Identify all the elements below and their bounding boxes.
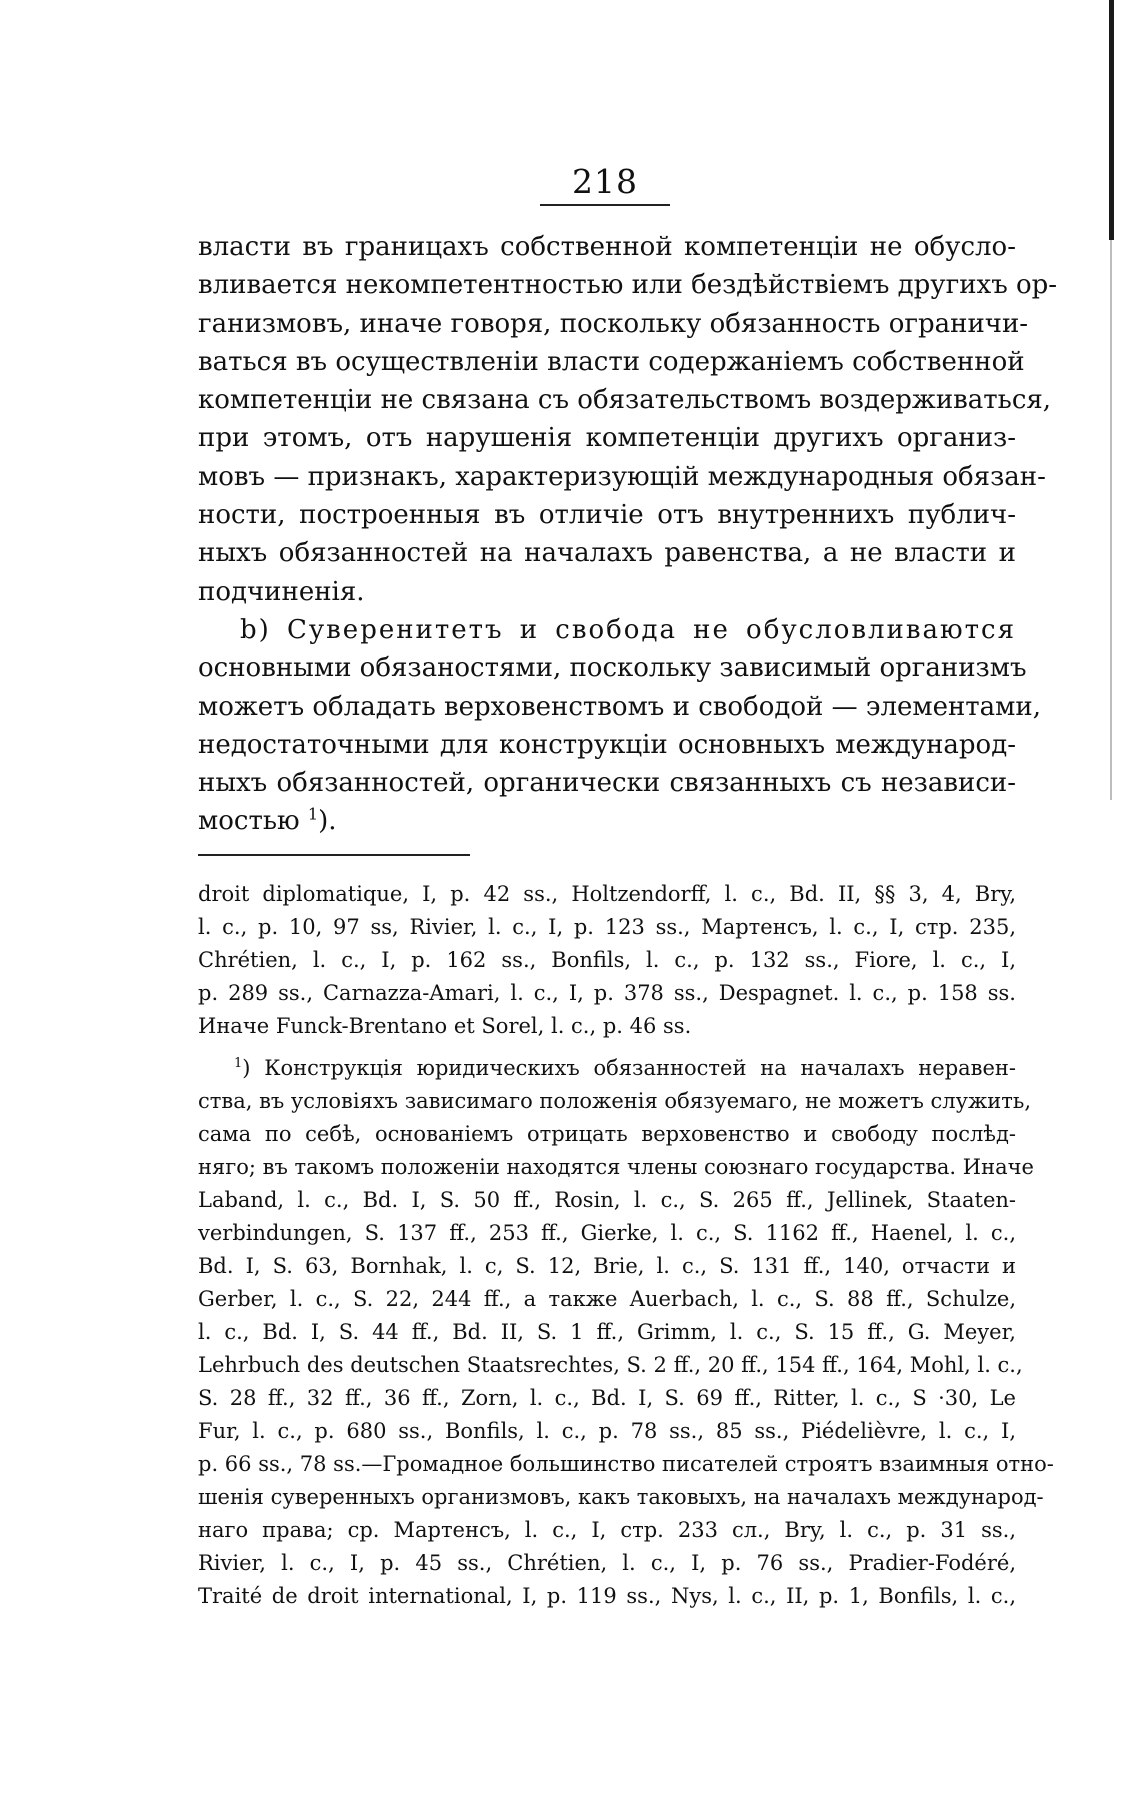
text-line: можетъ обладать верховенствомъ и свободой — элементами, [198,691,1041,722]
text-line-with-footnote-ref [198,802,1016,840]
text-line: вливается некомпетентностью или бездѣйствіемъ другихъ ор- [198,270,1058,301]
text-line: недостаточными для конструкціи основныхъ международ- [198,729,1016,760]
footnote-line: p. 289 ss., Carnazza-Amari, l. c., I, p. 378 ss., Despagnet. l. c., p. 158 ss. [198,981,1016,1005]
text-line: ныхъ обязанностей на началахъ равенства, а не власти и [198,538,1016,569]
footnote-line: сама по себѣ, основаніемъ отрицать верховенство и свободу послѣд- [198,1122,1016,1146]
footnote-gap [198,1043,1016,1052]
footnote-line: S. 28 ff., 32 ff., 36 ff., Zorn, l. c., Bd. I, S. 69 ff., Ritter, l. c., S ·30, Le [198,1386,1016,1410]
main-text [198,228,1058,841]
footnote-line: шенія суверенныхъ организмовъ, какъ таковыхъ, на началахъ международ- [198,1485,1044,1509]
page-edge-shadow [1109,0,1114,240]
footnotes [198,878,1054,1613]
footnote-line: Lehrbuch des deutschen Staatsrechtes, S. 2 ff., 20 ff., 154 ff., 164, Mohl, l. c., [198,1353,1023,1377]
footnote-line-with-marker [198,1052,1016,1085]
footnote-reference: 1 [307,804,319,824]
footnote-line: Traité de droit international, I, p. 119 ss., Nys, l. c., II, p. 1, Bonfils, l. c., [198,1584,1016,1608]
footnote-line: Bd. I, S. 63, Bornhak, l. c, S. 12, Brie, l. c., S. 131 ff., 140, отчасти и [198,1254,1016,1278]
text-line: ности, построенныя въ отличіе отъ внутреннихъ публич- [198,500,1016,531]
footnote-line: l. c., Bd. I, S. 44 ff., Bd. II, S. 1 ff., Grimm, l. c., S. 15 ff., G. Meyer, [198,1320,1016,1344]
footnote-line: l. c., p. 10, 97 ss, Rivier, l. c., I, p. 123 ss., Мартенсъ, l. c., I, стр. 235, [198,915,1016,939]
text-fragment: мостью [198,806,300,837]
text-line: подчиненія. [198,576,365,607]
footnote-line: droit diplomatique, I, p. 42 ss., Holtzendorff, l. c., Bd. II, §§ 3, 4, Bry, [198,882,1016,906]
text-line: b) Суверенитетъ и свобода не обусловливаются [240,614,1016,645]
text-line: компетенціи не связана съ обязательствомъ воздерживаться, [198,385,1052,416]
footnote-line: ства, въ условіяхъ зависимаго положенія обязуемаго, не можетъ служить, [198,1089,1032,1113]
text-line: при этомъ, отъ нарушенія компетенціи другихъ организ- [198,423,1016,454]
footnote-line: Rivier, l. c., I, p. 45 ss., Chrétien, l. c., I, p. 76 ss., Pradier-Fodéré, [198,1551,1016,1575]
footnote-line: Иначе Funck-Brentano et Sorel, l. c., p. 46 ss. [198,1014,692,1038]
text-line: ваться въ осуществленіи власти содержаніемъ собственной [198,346,1025,377]
text-line: власти въ границахъ собственной компетенціи не обусло- [198,232,1016,262]
text-line: мовъ — признакъ, характеризующій международныя обязан- [198,461,1046,492]
footnote-line: p. 66 ss., 78 ss.—Громадное большинство писателей строятъ взаимныя отно- [198,1452,1054,1476]
text-line: ныхъ обязанностей, органически связанныхъ съ независи- [198,768,1016,799]
footnote-line: няго; въ такомъ положеніи находятся члены союзнаго государства. Иначе [198,1155,1034,1179]
footnote-line: Gerber, l. c., S. 22, 244 ff., а также Auerbach, l. c., S. 88 ff., Schulze, [198,1287,1016,1311]
footnote-separator [198,854,470,856]
text-fragment: ). [318,806,337,837]
page-number-underline [540,204,670,206]
page-number: 218 [572,162,638,201]
footnote-line: Laband, l. c., Bd. I, S. 50 ff., Rosin, l. c., S. 265 ff., Jellinek, Staaten- [198,1188,1016,1212]
footnote-line: verbindungen, S. 137 ff., 253 ff., Gierke, l. c., S. 1162 ff., Haenel, l. c., [198,1221,1016,1245]
text-line: основными обязаностями, поскольку зависимый организмъ [198,653,1027,684]
page-edge-shadow-faint [1110,240,1112,800]
footnote-marker: 1 [234,1056,243,1071]
footnote-line: наго права; ср. Мартенсъ, l. c., I, стр. 233 сл., Bry, l. c., p. 31 ss., [198,1518,1016,1542]
footnote-line: Fur, l. c., p. 680 ss., Bonfils, l. c., p. 78 ss., 85 ss., Piédelièvre, l. c., I, [198,1419,1016,1443]
text-fragment: ) Конструкція юридическихъ обязанностей на началахъ неравен- [242,1056,1016,1080]
footnote-line: Chrétien, l. c., I, p. 162 ss., Bonfils, l. c., p. 132 ss., Fiore, l. c., I, [198,948,1016,972]
text-line: ганизмовъ, иначе говоря, поскольку обязанность ограничи- [198,308,1029,339]
